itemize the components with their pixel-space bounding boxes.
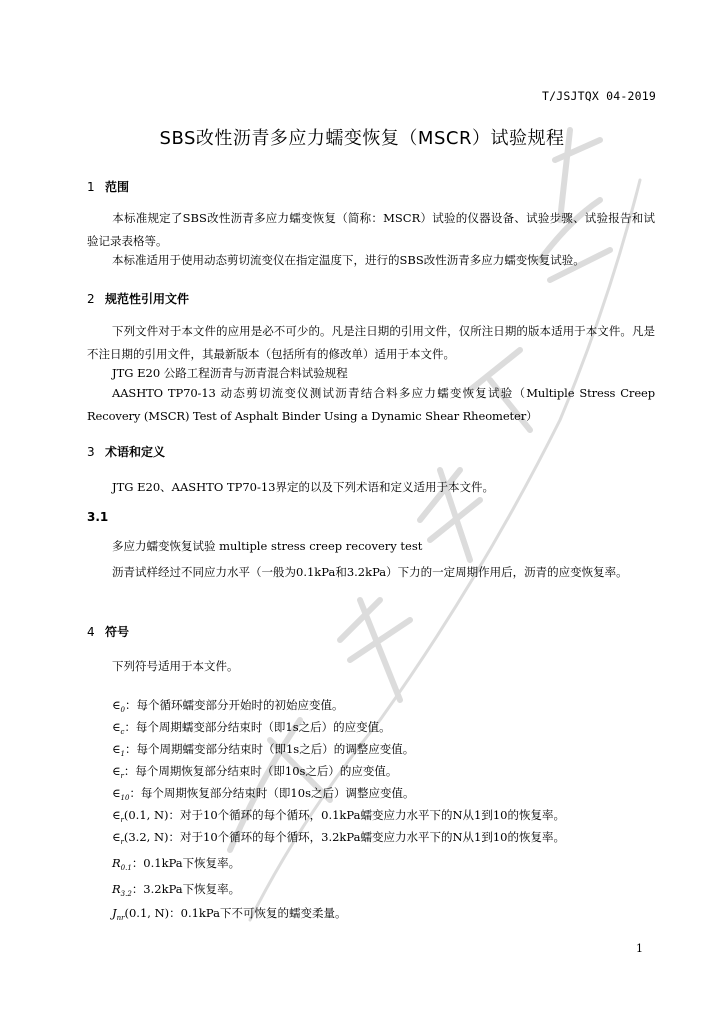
symbol-description: ：每个周期蠕变部分结束时（即1s之后）的调整应变值。 xyxy=(124,742,415,756)
symbol-description: ：对于10个循环的每个循环，0.1kPa蠕变应力水平下的N从1到10的恢复率。 xyxy=(168,808,565,822)
symbol-subscript: c xyxy=(120,728,125,736)
symbol-description: ：对于10个循环的每个循环，3.2kPa蠕变应力水平下的N从1到10的恢复率。 xyxy=(168,830,565,844)
symbol-subscript: 0 xyxy=(120,706,125,714)
section-4-heading xyxy=(87,623,129,640)
page-title: SBS改性沥青多应力蠕变恢复（MSCR）试验规程 xyxy=(159,128,565,149)
symbol-description: ：每个周期恢复部分结束时（即10s之后）调整应变值。 xyxy=(129,786,415,800)
term-definition xyxy=(87,561,655,584)
section-2-heading xyxy=(87,290,189,307)
symbol: J xyxy=(112,906,117,920)
symbol-description: ：每个循环蠕变部分开始时的初始应变值。 xyxy=(124,698,344,712)
symbol-subscript: r xyxy=(120,838,124,846)
section-2-paragraph-1 xyxy=(87,320,655,366)
paragraph-text: JTG E20、AASHTO TP70-13界定的以及下列术语和定义适用于本文件。 xyxy=(112,480,494,494)
symbol-row xyxy=(112,785,414,802)
symbol-row xyxy=(112,855,240,872)
reference-text: AASHTO TP70-13 动态剪切流变仪测试沥青结合料多应力蠕变恢复试验（Multiple Stress Creep Recovery (MSCR) Test of Asphalt Binder Using a Dynamic Shear Rheometer） xyxy=(87,386,655,423)
paragraph-text: 沥青试样经过不同应力水平（一般为0.1kPa和3.2kPa）下力的一定周期作用后，沥青的应变恢复率。 xyxy=(112,565,628,579)
symbol-row xyxy=(112,763,397,780)
symbol-row xyxy=(112,905,346,922)
section-3-heading xyxy=(87,443,165,460)
symbol-subscript: 0.1 xyxy=(120,864,132,872)
reference-text: JTG E20 公路工程沥青与沥青混合料试验规程 xyxy=(112,366,348,380)
symbol: ∈ xyxy=(112,786,121,800)
symbol-row xyxy=(112,741,414,758)
symbol-subscript: r xyxy=(120,772,124,780)
symbol-description: ：每个周期蠕变部分结束时（即1s之后）的应变值。 xyxy=(124,720,391,734)
section-title: 规范性引用文件 xyxy=(105,292,190,306)
symbol-subscript: 3.2 xyxy=(120,890,132,898)
section-title: 术语和定义 xyxy=(105,445,166,459)
symbol: R xyxy=(112,856,121,870)
section-title: 范围 xyxy=(105,180,130,194)
term-title: 多应力蠕变恢复试验 multiple stress creep recovery test xyxy=(112,539,423,553)
symbol-argument: (3.2, N) xyxy=(123,830,169,844)
symbol-description: ：0.1kPa下恢复率。 xyxy=(131,856,241,870)
paragraph-text: 下列文件对于本文件的应用是必不可少的。凡是注日期的引用文件，仅所注日期的版本适用于本文件。凡是不注日期的引用文件，其最新版本（包括所有的修改单）适用于本文件。 xyxy=(87,324,655,361)
symbol-row xyxy=(112,719,391,736)
standard-code: T/JSJTQX 04-2019 xyxy=(542,89,656,103)
symbol-description: ：0.1kPa下不可恢复的蠕变柔量。 xyxy=(169,906,347,920)
symbol-row xyxy=(112,881,240,898)
symbol-row xyxy=(112,829,565,846)
symbols-intro: 下列符号适用于本文件。 xyxy=(112,659,239,673)
paragraph-text: 本标准规定了SBS改性沥青多应力蠕变恢复（简称：MSCR）试验的仪器设备、试验步骤、试验报告和试验记录表格等。 xyxy=(87,211,655,248)
symbol-subscript: 1 xyxy=(120,750,125,758)
symbol: ∈ xyxy=(112,742,121,756)
symbol: ∈ xyxy=(112,764,121,778)
symbol: ∈ xyxy=(112,808,121,822)
section-number: 3 xyxy=(87,445,95,459)
section-number: 1 xyxy=(87,180,95,194)
symbol-subscript: 10 xyxy=(120,794,130,802)
section-title: 符号 xyxy=(105,625,130,639)
symbol-row xyxy=(112,697,343,714)
symbol-row xyxy=(112,807,565,824)
reference-aashto xyxy=(87,382,655,428)
section-3-paragraph-1 xyxy=(87,476,655,499)
paragraph-text: 本标准适用于使用动态剪切流变仪在指定温度下，进行的SBS改性沥青多应力蠕变恢复试验。 xyxy=(112,253,585,267)
symbol-subscript: nr xyxy=(116,914,125,922)
symbol: ∈ xyxy=(112,830,121,844)
section-1-heading xyxy=(87,178,129,195)
symbol-argument: (0.1, N) xyxy=(123,808,169,822)
subsection-3-1-number: 3.1 xyxy=(87,510,109,524)
symbol-description: ：3.2kPa下恢复率。 xyxy=(131,882,241,896)
section-1-paragraph-1 xyxy=(87,207,655,253)
section-number: 2 xyxy=(87,292,95,306)
symbol: ∈ xyxy=(112,720,121,734)
section-number: 4 xyxy=(87,625,95,639)
symbol-description: ：每个周期恢复部分结束时（即10s之后）的应变值。 xyxy=(123,764,398,778)
symbol: ∈ xyxy=(112,698,121,712)
symbol: R xyxy=(112,882,121,896)
symbol-argument: (0.1, N) xyxy=(124,906,170,920)
section-1-paragraph-2 xyxy=(87,249,655,272)
symbol-subscript: r xyxy=(120,816,124,824)
page-number: 1 xyxy=(636,942,643,955)
